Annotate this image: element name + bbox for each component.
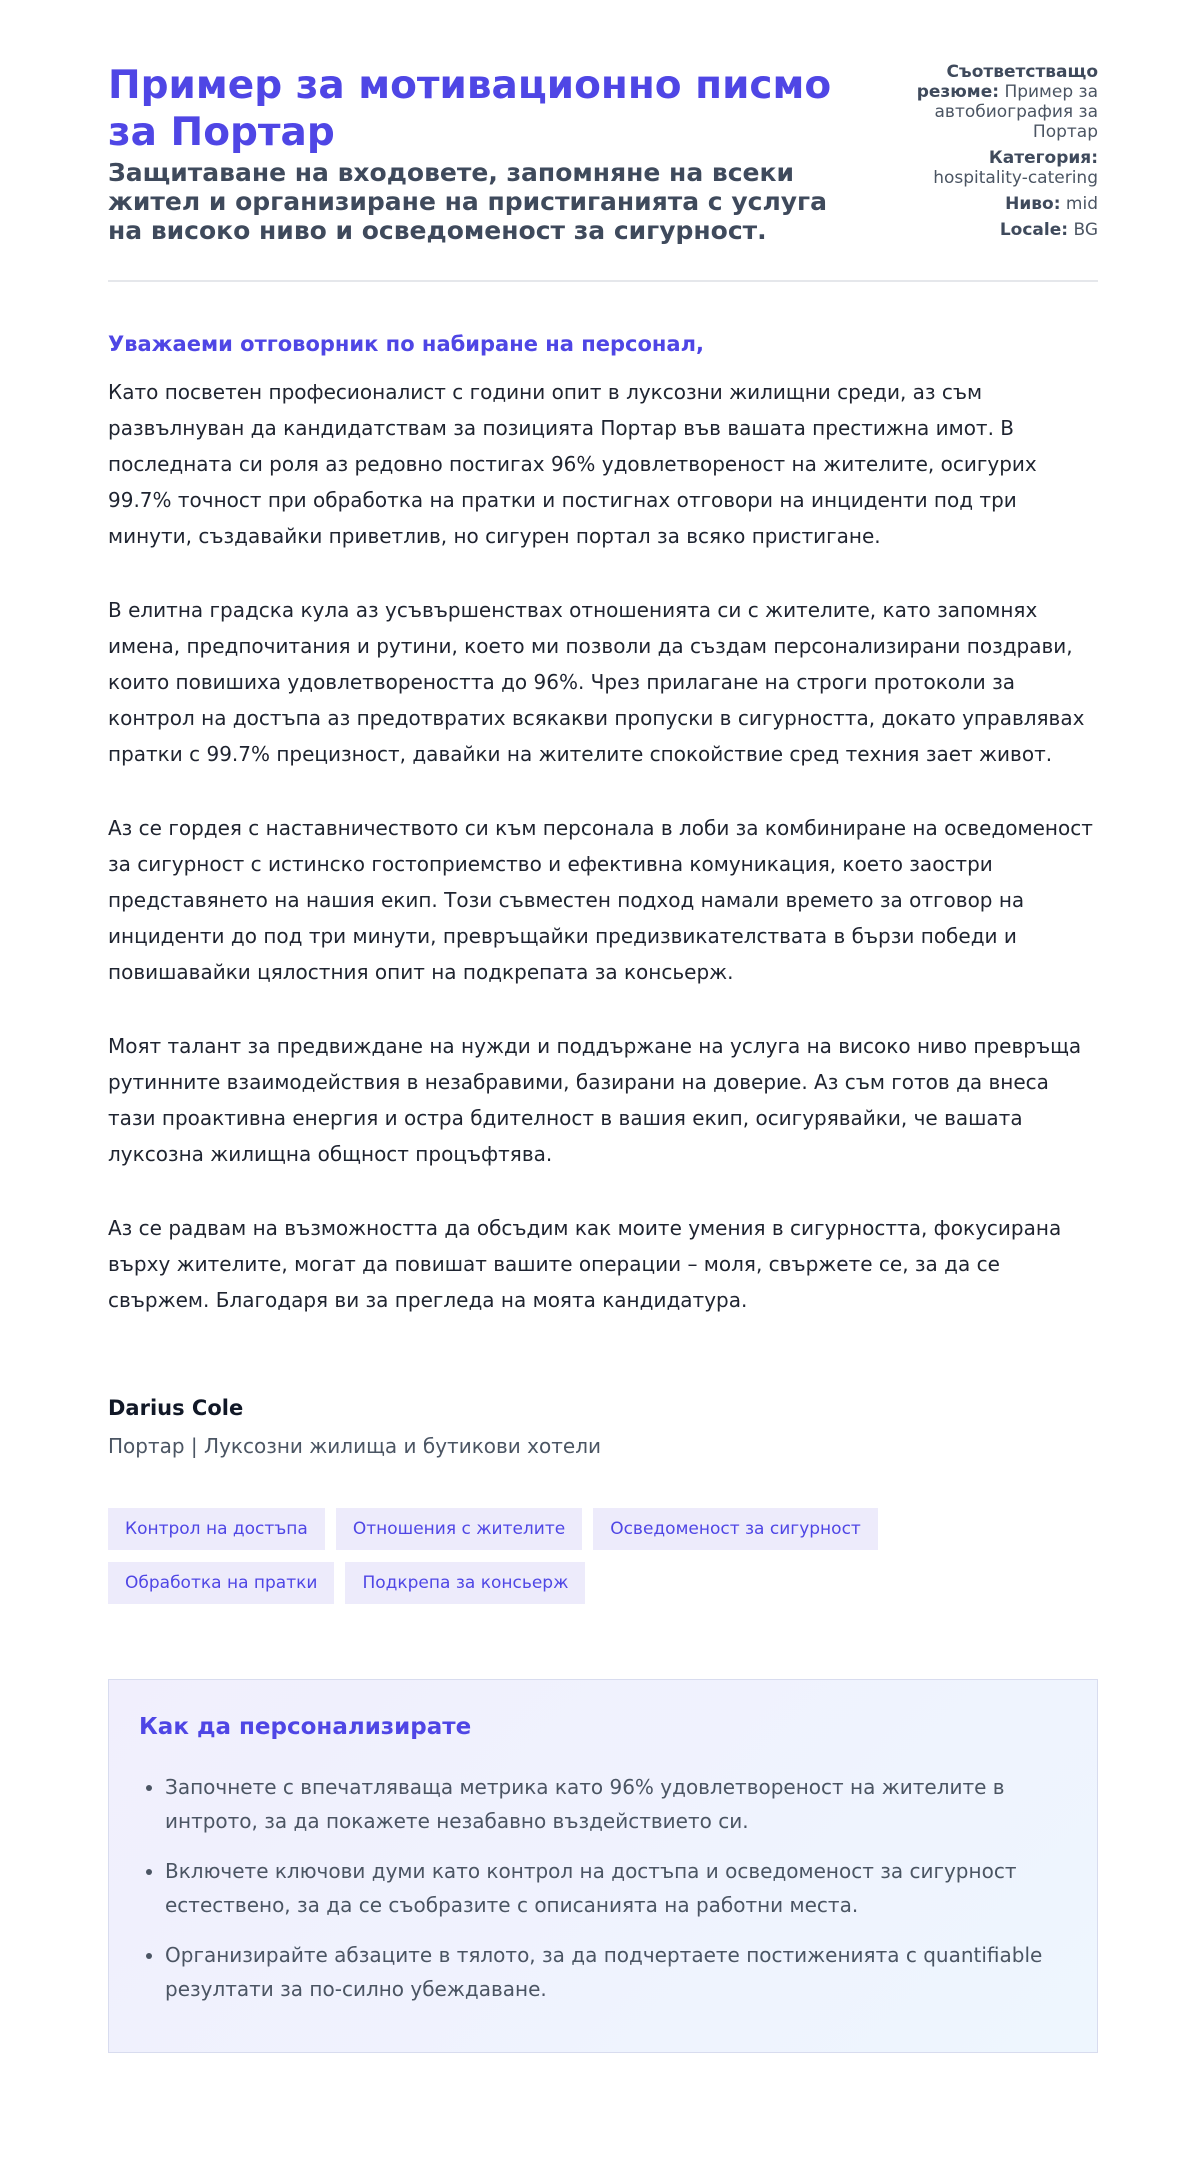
letter-paragraph: В елитна градска кула аз усъвършенствах отношенията си с жителите, като запомнях имена, предпочитания и рутини, което ми позволи да създам персонализирани поздрави, които повишиха удовлетвореността до 96%. Чрез прилагане на строги протоколи за контрол на достъпа аз предотвратих всякакви пропуски в сигурността, докато управлявах пратки с 99.7% прецизност, давайки на жителите спокойствие сред техния зает живот. xyxy=(108,598,1085,766)
meta-matching-resume xyxy=(898,62,1098,142)
salutation: Уважаеми отговорник по набиране на персонал, xyxy=(108,332,704,356)
tips-list xyxy=(139,1770,1067,2006)
tips-title: Как да персонализирате xyxy=(139,1714,472,1740)
meta-value: BG xyxy=(1073,220,1098,240)
letter-paragraph: Моят талант за предвиждане на нужди и поддържане на услуга на високо ниво превръща рутинните взаимодействия в незабравими, базирани на доверие. Аз съм готов да внеса тази проактивна енергия и остра бдителност в вашия екип, осигурявайки, че вашата луксозна жилищна общност процъфтява. xyxy=(108,1034,1082,1166)
meta-value: mid xyxy=(1065,194,1098,214)
meta-label: Категория: xyxy=(988,148,1098,168)
signature-name: Darius Cole xyxy=(108,1396,244,1420)
title-block xyxy=(108,62,868,245)
meta-value: Пример за автобиография за Портар xyxy=(934,82,1098,142)
letter-paragraph: Аз се радвам на възможността да обсъдим как моите умения в сигурността, фокусирана върху жителите, могат да повишат вашите операции – моля, свържете се, за да се свържем. Благодаря ви за прегледа на моята кандидатура. xyxy=(108,1216,1062,1312)
letter-paragraph: Аз се гордея с наставничеството си към персонала в лоби за комбиниране на осведоменост за сигурност с истинско гостоприемство и ефективна комуникация, което заостри представянето на нашия екип. Този съвместен подход намали времето за отговор на инциденти до под три минути, превръщайки предизвикателствата в бързи победи и повишавайки цялостния опит на подкрепата за консьерж. xyxy=(108,816,1093,984)
meta-category xyxy=(898,148,1098,188)
page-header xyxy=(108,62,1098,282)
tip-item: • Включете ключови думи като контрол на достъпа и осведоменост за сигурност естествено, за да се съобразите с описанията на работни места. xyxy=(165,1854,1067,1922)
meta-value: hospitality-catering xyxy=(933,168,1098,188)
meta-label: Ниво: xyxy=(1005,194,1061,214)
meta-level xyxy=(898,194,1098,214)
meta-label: Locale: xyxy=(999,220,1069,240)
skill-tag: Контрол на достъпа xyxy=(108,1508,325,1550)
page-subtitle: Защитаване на входовете, запомняне на всеки жител и организиране на пристиганията с услуга на високо ниво и осведоменост за сигурност. xyxy=(108,158,827,245)
meta-locale xyxy=(898,220,1098,240)
signature-role: Портар | Луксозни жилища и бутикови хотели xyxy=(108,1434,601,1458)
skill-tag: Подкрепа за консьерж xyxy=(345,1562,585,1604)
skill-tags xyxy=(108,1508,958,1604)
personalization-tips xyxy=(108,1679,1098,2053)
skill-tag: Осведоменост за сигурност xyxy=(593,1508,878,1550)
letter-paragraph: Като посветен професионалист с години опит в луксозни жилищни среди, аз съм развълнуван да кандидатствам за позицията Портар във вашата престижна имот. В последната си роля аз редовно постигах 96% удовлетвореност на жителите, осигурих 99.7% точност при обработка на пратки и постигнах отговори на инциденти под три минути, създавайки приветлив, но сигурен портал за всяко пристигане. xyxy=(108,380,1037,548)
meta-panel xyxy=(898,62,1098,246)
tip-item: • Организирайте абзаците в тялото, за да подчертаете постиженията с quantifiable резултати за по-силно убеждаване. xyxy=(165,1938,1067,2006)
meta-label: Съответстващо резюме: xyxy=(916,62,1098,102)
skill-tag: Отношения с жителите xyxy=(336,1508,582,1550)
page-title: Пример за мотивационно писмо за Портар xyxy=(108,63,832,155)
skill-tag: Обработка на пратки xyxy=(108,1562,334,1604)
tip-item: • Започнете с впечатляваща метрика като 96% удовлетвореност на жителите в интрото, за да покажете незабавно въздействието си. xyxy=(165,1770,1067,1838)
